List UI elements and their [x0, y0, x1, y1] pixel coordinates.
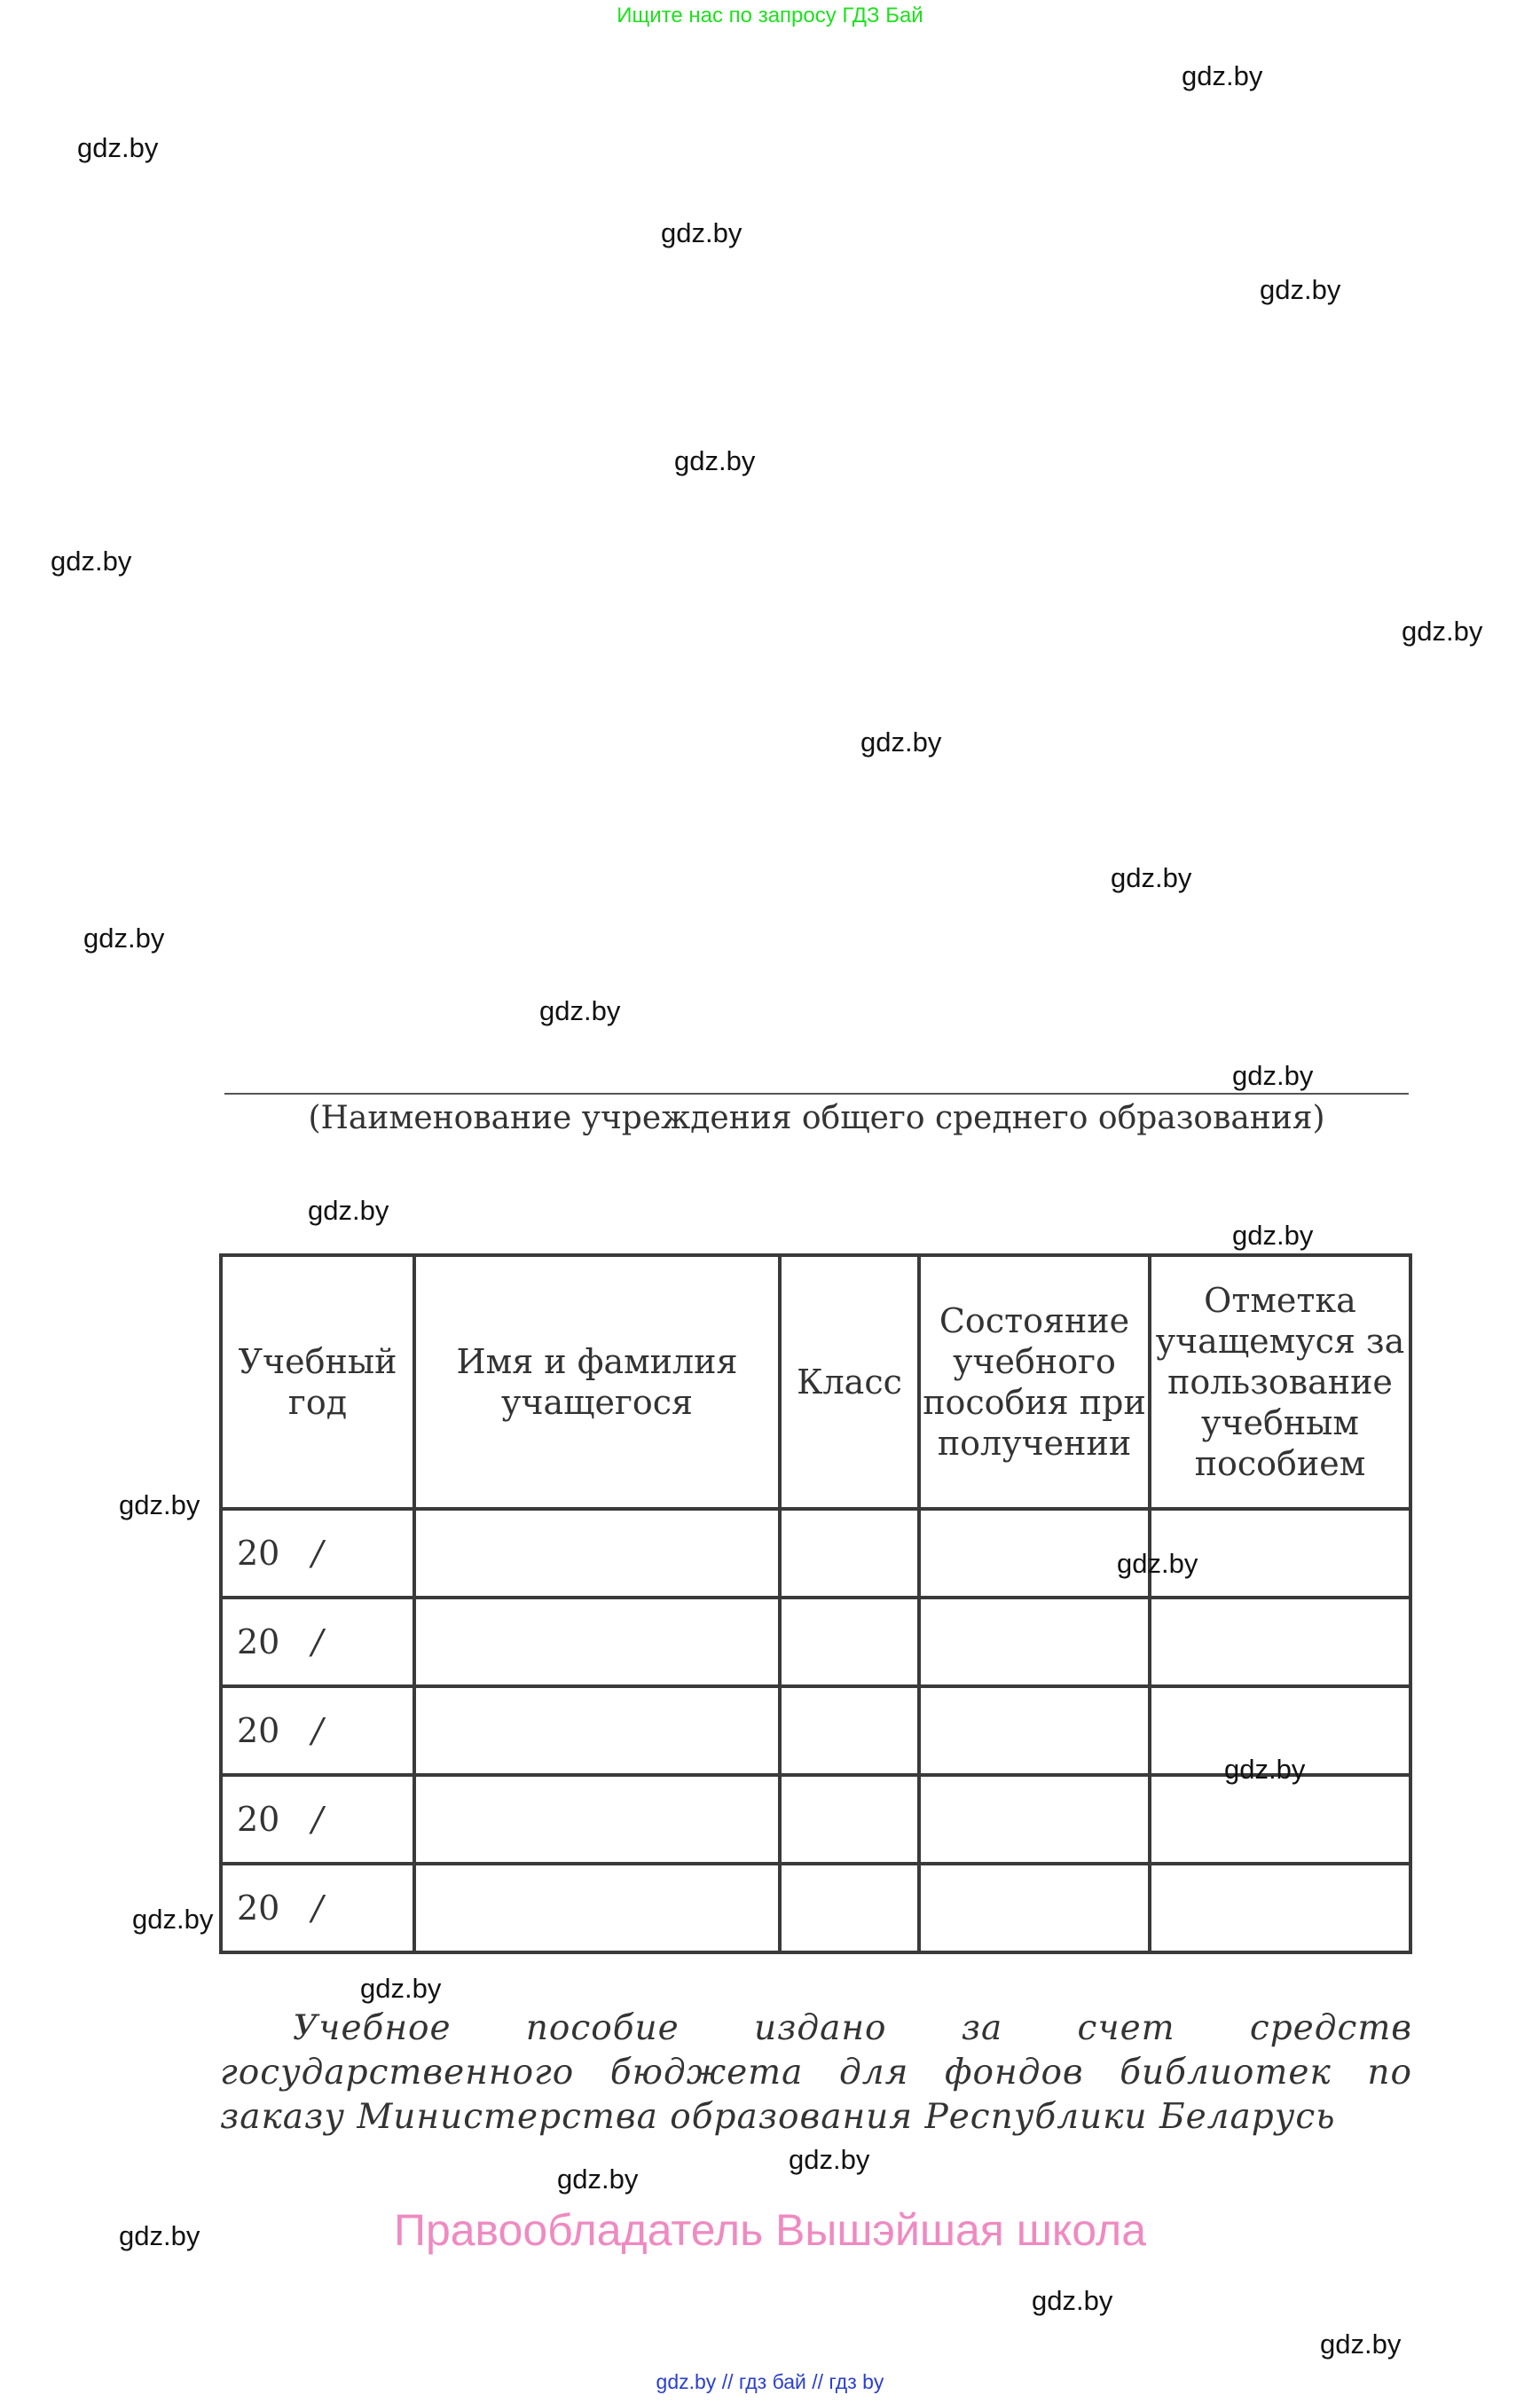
year-cell[interactable]	[221, 1598, 414, 1686]
watermark-text: gdz.by	[308, 1195, 389, 1226]
watermark-text: gdz.by	[674, 445, 756, 476]
search-hint-link[interactable]: Ищите нас по запросу ГДЗ Бай	[617, 4, 923, 27]
table-row	[221, 1509, 1410, 1598]
watermark-text: gdz.by	[83, 923, 165, 954]
year-prefix: 20	[237, 1800, 280, 1839]
name-cell[interactable]	[414, 1775, 780, 1864]
year-separator: /	[311, 1889, 324, 1928]
watermark-text: gdz.by	[360, 1973, 442, 2004]
name-cell[interactable]	[414, 1509, 780, 1598]
year-prefix: 20	[237, 1622, 280, 1661]
year-prefix: 20	[237, 1889, 280, 1928]
year-cell[interactable]	[221, 1509, 414, 1598]
table-row	[221, 1598, 1410, 1686]
institution-name-line	[224, 1093, 1409, 1095]
watermark-text: gdz.by	[119, 1489, 200, 1520]
table-header-row	[221, 1255, 1410, 1509]
year-separator: /	[311, 1534, 324, 1573]
watermark-text: gdz.by	[1032, 2285, 1113, 2316]
watermark-text: gdz.by	[51, 546, 132, 577]
name-cell[interactable]	[414, 1864, 780, 1952]
watermark-text: gdz.by	[1117, 1548, 1198, 1579]
condition-cell[interactable]	[919, 1686, 1150, 1775]
year-prefix: 20	[237, 1711, 280, 1750]
textbook-usage-table	[219, 1253, 1412, 1954]
header-condition: Состояние учебного пособия при получении	[919, 1255, 1150, 1509]
class-cell[interactable]	[780, 1864, 919, 1952]
header-year: Учебный год	[221, 1255, 414, 1509]
footer-links[interactable]: gdz.by // гдз бай // гдз by	[656, 2370, 884, 2393]
watermark-text: gdz.by	[1232, 1220, 1314, 1251]
watermark-text: gdz.by	[539, 995, 621, 1026]
year-prefix: 20	[237, 1534, 280, 1573]
year-separator: /	[311, 1800, 324, 1839]
name-cell[interactable]	[414, 1686, 780, 1775]
watermark-text: gdz.by	[860, 726, 942, 758]
watermark-text: gdz.by	[77, 132, 159, 163]
watermark-text: gdz.by	[1232, 1060, 1314, 1091]
grade-cell[interactable]	[1150, 1598, 1410, 1686]
condition-cell[interactable]	[919, 1775, 1150, 1864]
condition-cell[interactable]	[919, 1864, 1150, 1952]
header-grade: Отметка учащемуся за пользование учебным пособием	[1150, 1255, 1410, 1509]
watermark-text: gdz.by	[1402, 616, 1483, 647]
year-separator: /	[311, 1622, 324, 1661]
watermark-text: gdz.by	[119, 2220, 200, 2251]
watermark-text: gdz.by	[1320, 2328, 1402, 2360]
year-cell[interactable]	[221, 1775, 414, 1864]
table-row	[221, 1775, 1410, 1864]
name-cell[interactable]	[414, 1598, 780, 1686]
watermark-text: gdz.by	[1182, 60, 1263, 91]
grade-cell[interactable]	[1150, 1864, 1410, 1952]
watermark-text: gdz.by	[661, 217, 742, 248]
institution-caption: (Наименование учреждения общего среднего образования)	[308, 1100, 1325, 1136]
header-student-name: Имя и фамилия учащегося	[414, 1255, 780, 1509]
class-cell[interactable]	[780, 1775, 919, 1864]
condition-cell[interactable]	[919, 1509, 1150, 1598]
watermark-text: gdz.by	[557, 2163, 639, 2195]
year-cell[interactable]	[221, 1686, 414, 1775]
header-class: Класс	[780, 1255, 919, 1509]
watermark-text: gdz.by	[1111, 862, 1192, 893]
condition-cell[interactable]	[919, 1598, 1150, 1686]
funding-note: Учебное пособие издано за счет средств государственного бюджета для фондов библиотек по заказу Министерства образования Республики Беларусь	[220, 2008, 1412, 2137]
year-cell[interactable]	[221, 1864, 414, 1952]
watermark-text: gdz.by	[1224, 1754, 1306, 1785]
class-cell[interactable]	[780, 1509, 919, 1598]
table-row	[221, 1864, 1410, 1952]
watermark-text: gdz.by	[1260, 274, 1341, 305]
watermark-text: gdz.by	[132, 1904, 214, 1935]
class-cell[interactable]	[780, 1598, 919, 1686]
copyright-holder: Правообладатель Вышэйшая школа	[394, 2205, 1146, 2255]
grade-cell[interactable]	[1150, 1775, 1410, 1864]
class-cell[interactable]	[780, 1686, 919, 1775]
watermark-text: gdz.by	[789, 2144, 870, 2175]
year-separator: /	[311, 1711, 324, 1750]
